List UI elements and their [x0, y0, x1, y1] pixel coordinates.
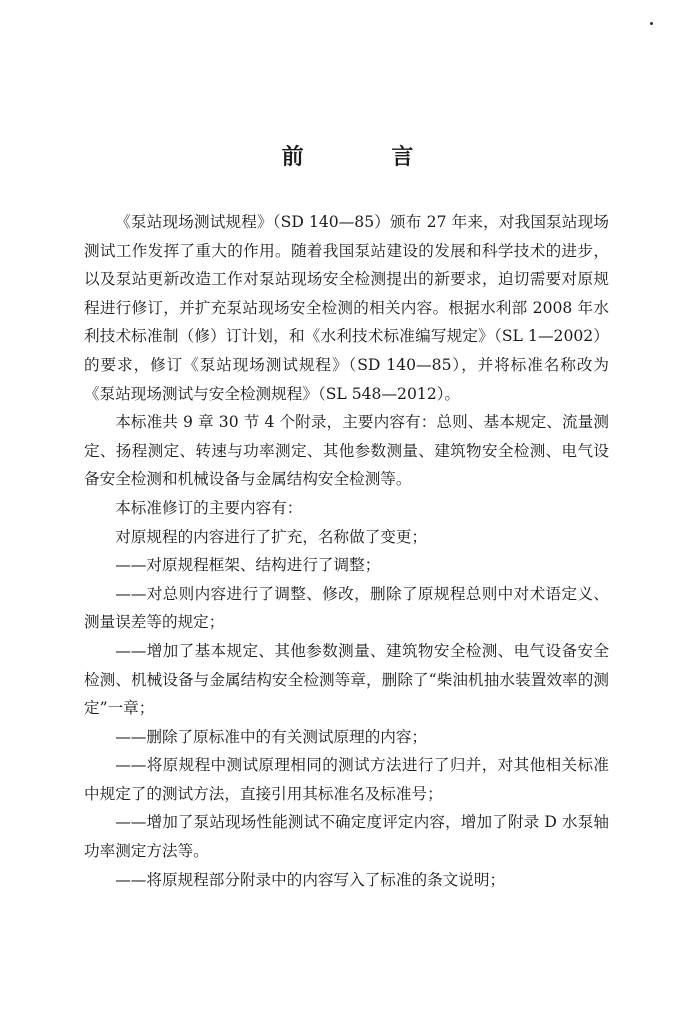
list-item: ——增加了泵站现场性能测试不确定度评定内容，增加了附录 D 水泵轴功率测定方法等。	[84, 813, 609, 861]
paragraph-intro: 《泵站现场测试规程》（SD 140—85）颁布 27 年来，对我国泵站现场测试工作发挥了重大的作用。随着我国泵站建设的发展和科学技术的进步，以及泵站更新改造工作对泵站现场安全检测提出的新要求，迫切需要对原规程进行修订，并扩充泵站现场安全检测的相关内容。根据水利部 2008 年水利技术标准制（修）订计划，和《水利技术标准编写规定》（SL 1—2002）的要求，修订《泵站现场测试规程》（SD 140—85），并将标准名称改为《泵站现场测试与安全检测规程》（SL 548—2012）。	[84, 213, 609, 403]
list-item: 对原规程的内容进行了扩充，名称做了变更；	[115, 527, 428, 546]
list-item: ——将原规程部分附录中的内容写入了标准的条文说明；	[115, 870, 506, 889]
list-item: ——删除了原标准中的有关测试原理的内容；	[115, 727, 428, 746]
list-item: ——增加了基本规定、其他参数测量、建筑物安全检测、电气设备安全检测、机械设备与金属结构安全检测等章，删除了“柴油机抽水装置效率的测定”一章；	[84, 641, 609, 718]
page-title: 前 言	[281, 144, 454, 170]
body-text	[84, 208, 609, 894]
paragraph-revision-lead: 本标准修订的主要内容有：	[115, 498, 303, 517]
list-item: ——对总则内容进行了调整、修改，删除了原规程总则中对术语定义、测量误差等的规定；	[84, 584, 609, 632]
paragraph-contents: 本标准共 9 章 30 节 4 个附录，主要内容有：总则、基本规定、流量测定、扬程测定、转速与功率测定、其他参数测量、建筑物安全检测、电气设备安全检测和机械设备与金属结构安全检测等。	[84, 413, 609, 489]
corner-dot	[650, 22, 653, 25]
list-item: ——对原规程框架、结构进行了调整；	[115, 556, 381, 575]
list-item: ——将原规程中测试原理相同的测试方法进行了归并，对其他相关标准中规定了的测试方法，直接引用其标准名及标准号；	[84, 756, 609, 803]
